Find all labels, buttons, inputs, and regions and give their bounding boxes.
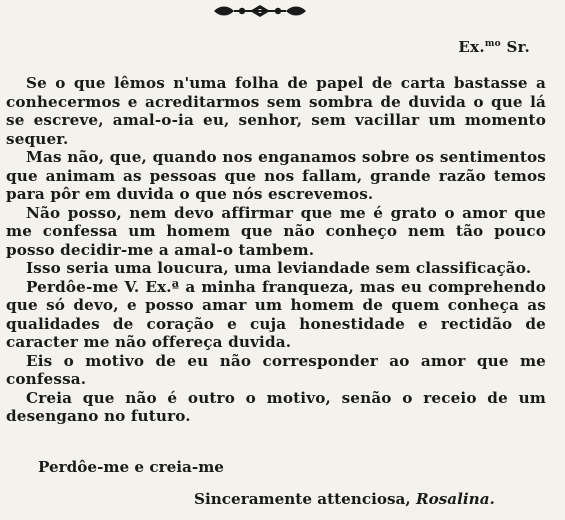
paragraph: Não posso, nem devo affirmar que me é grato o amor que me confessa um homem que não conheço nem tão pouco posso decidir-me a amal-o tambem.	[6, 203, 546, 259]
ornament-divider	[212, 4, 308, 18]
signature	[194, 490, 495, 508]
paragraph: Perdôe-me V. Ex.ª a minha franqueza, mas eu comprehendo que só devo, e posso amar um homem de quem conheça as qualidades de coração e cuja honestidade e rectidão de caracter me não offereça duvida.	[6, 277, 546, 351]
paragraph: Creia que não é outro o motivo, senão o receio de um desengano no futuro.	[6, 388, 546, 425]
closing-line: Perdôe-me e creia-me	[38, 458, 224, 476]
salutation-superscript: mo	[484, 39, 501, 49]
signoff-text: Sinceramente attenciosa,	[194, 490, 416, 508]
paragraph: Se o que lêmos n'uma folha de papel de carta bastasse a conhecermos e acreditarmos sem sombra de duvida o que lá se escreve, amal-o-ia eu, senhor, sem vacillar um momento sequer.	[6, 74, 546, 148]
salutation	[458, 38, 530, 56]
salutation-prefix: Ex.	[458, 38, 485, 56]
salutation-suffix: Sr.	[500, 38, 530, 56]
paragraph: Eis o motivo de eu não corresponder ao amor que me confessa.	[6, 351, 546, 388]
paragraph: Isso seria uma loucura, uma leviandade sem classificação.	[26, 259, 532, 277]
letter-body	[6, 74, 546, 426]
paragraph: Mas não, que, quando nos enganamos sobre os sentimentos que animam as pessoas que nos fallam, grande razão temos para pôr em duvida o que nós escrevemos.	[6, 148, 546, 203]
signature-name: Rosalina.	[415, 490, 495, 508]
